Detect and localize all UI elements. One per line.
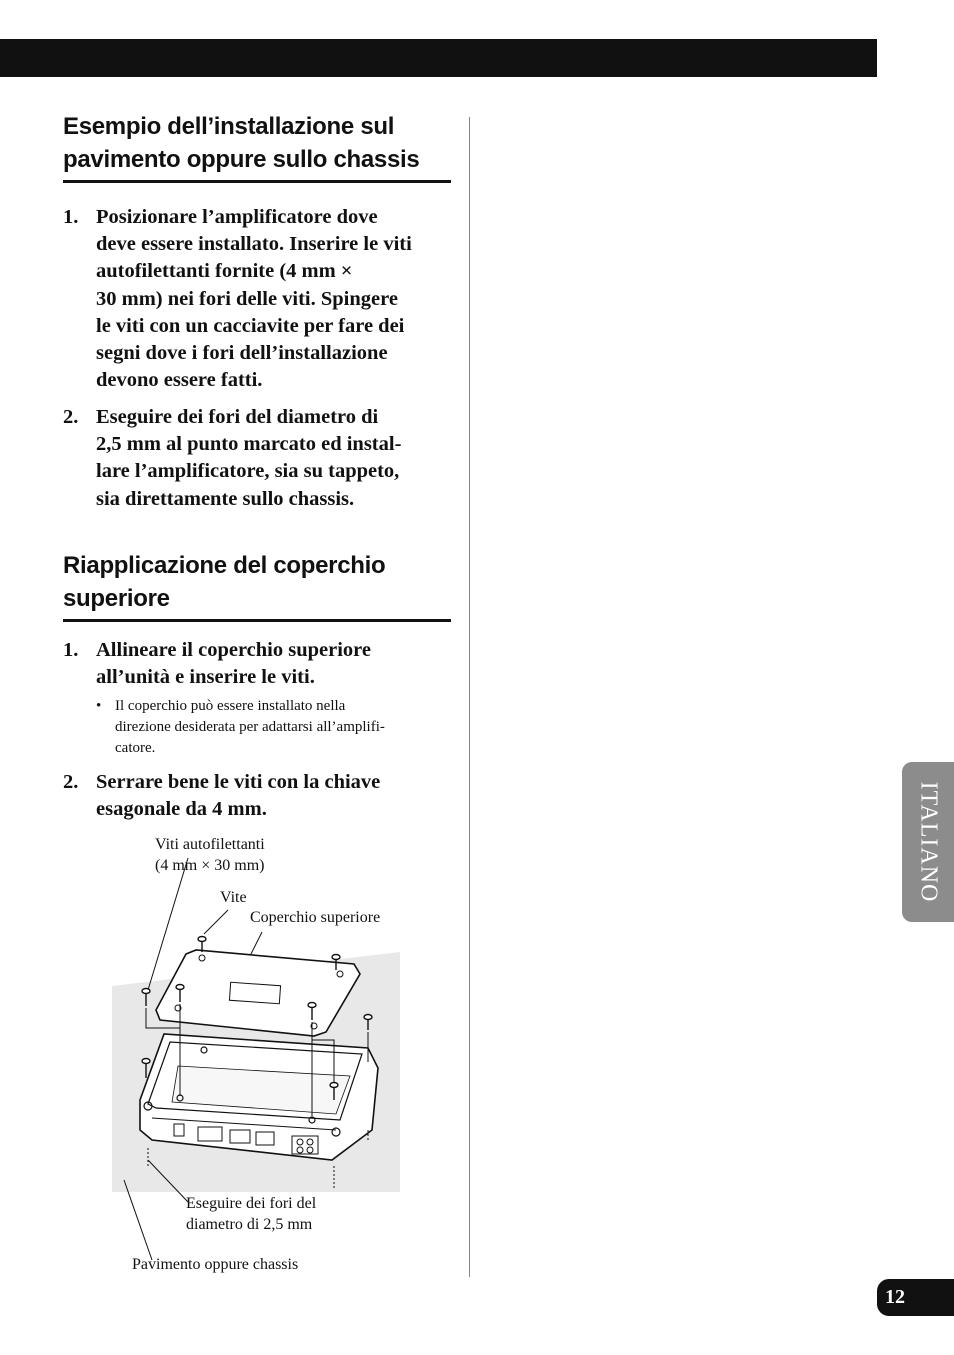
step-text-line: autofilettanti fornite (4 mm × (96, 260, 353, 283)
heading-line: superiore (63, 585, 170, 612)
step-2-tighten-screws (63, 769, 455, 823)
header-bar (0, 39, 877, 77)
heading-line: pavimento oppure sullo chassis (63, 146, 420, 173)
label-screw: Vite (220, 889, 247, 906)
heading-line: Riapplicazione del coperchio (63, 552, 386, 579)
label-line: Viti autofilettanti (155, 836, 265, 853)
step-2-drill-holes (63, 404, 455, 513)
step-number: 1. (63, 639, 79, 661)
label-self-tapping-screws (155, 834, 265, 876)
page-number: 12 (885, 1286, 905, 1308)
step-text-line: segni dove i fori dell’installazione (96, 342, 388, 365)
label-line: (4 mm × 30 mm) (155, 857, 265, 874)
label-floor-chassis: Pavimento oppure chassis (132, 1256, 299, 1273)
step-1-align-cover (63, 637, 455, 691)
note-text-line: direzione desiderata per adattarsi all’amplifi- (115, 719, 385, 735)
step-text-line: Eseguire dei fori del diametro di (96, 406, 379, 428)
note-bullet (96, 696, 456, 759)
language-label: ITALIANO (915, 781, 942, 903)
step-text-line: le viti con un cacciavite per fare dei (96, 314, 405, 337)
step-text-line: all’unità e inserire le viti. (96, 666, 315, 689)
column-divider (469, 117, 470, 1277)
step-text-line: esagonale da 4 mm. (96, 798, 267, 821)
step-text-line: 2,5 mm al punto marcato ed instal- (96, 433, 402, 456)
note-text-line: Il coperchio può essere installato nella (115, 698, 346, 714)
step-text-line: Serrare bene le viti con la chiave (96, 771, 381, 793)
note-text-line: catore. (115, 740, 156, 756)
step-text-line: Allineare il coperchio superiore (96, 639, 372, 661)
step-number: 1. (63, 206, 79, 228)
label-drill-holes (186, 1193, 316, 1235)
label-top-cover: Coperchio superiore (250, 909, 381, 926)
language-tab (902, 762, 954, 922)
label-line: diametro di 2,5 mm (186, 1216, 313, 1233)
section-heading-floor-installation (63, 110, 451, 183)
section-heading-reattach-cover (63, 549, 451, 622)
step-text-line: devono essere fatti. (96, 369, 263, 392)
heading-line: Esempio dell’installazione sul (63, 113, 395, 140)
step-text-line: Posizionare l’amplificatore dove (96, 206, 378, 228)
step-text-line: sia direttamente sullo chassis. (96, 487, 355, 510)
label-line: Eseguire dei fori del (186, 1195, 317, 1212)
step-text-line: deve essere installato. Inserire le viti (96, 233, 412, 256)
step-1-position-amplifier (63, 204, 455, 394)
bullet-dot: • (96, 698, 102, 714)
step-text-line: lare l’amplificatore, sia su tappeto, (96, 460, 400, 483)
step-number: 2. (63, 771, 79, 793)
installation-diagram (100, 830, 440, 1280)
top-cover (156, 950, 360, 1036)
step-number: 2. (63, 406, 79, 428)
step-text-line: 30 mm) nei fori delle viti. Spingere (96, 287, 398, 310)
page-number-tab (877, 1279, 954, 1316)
